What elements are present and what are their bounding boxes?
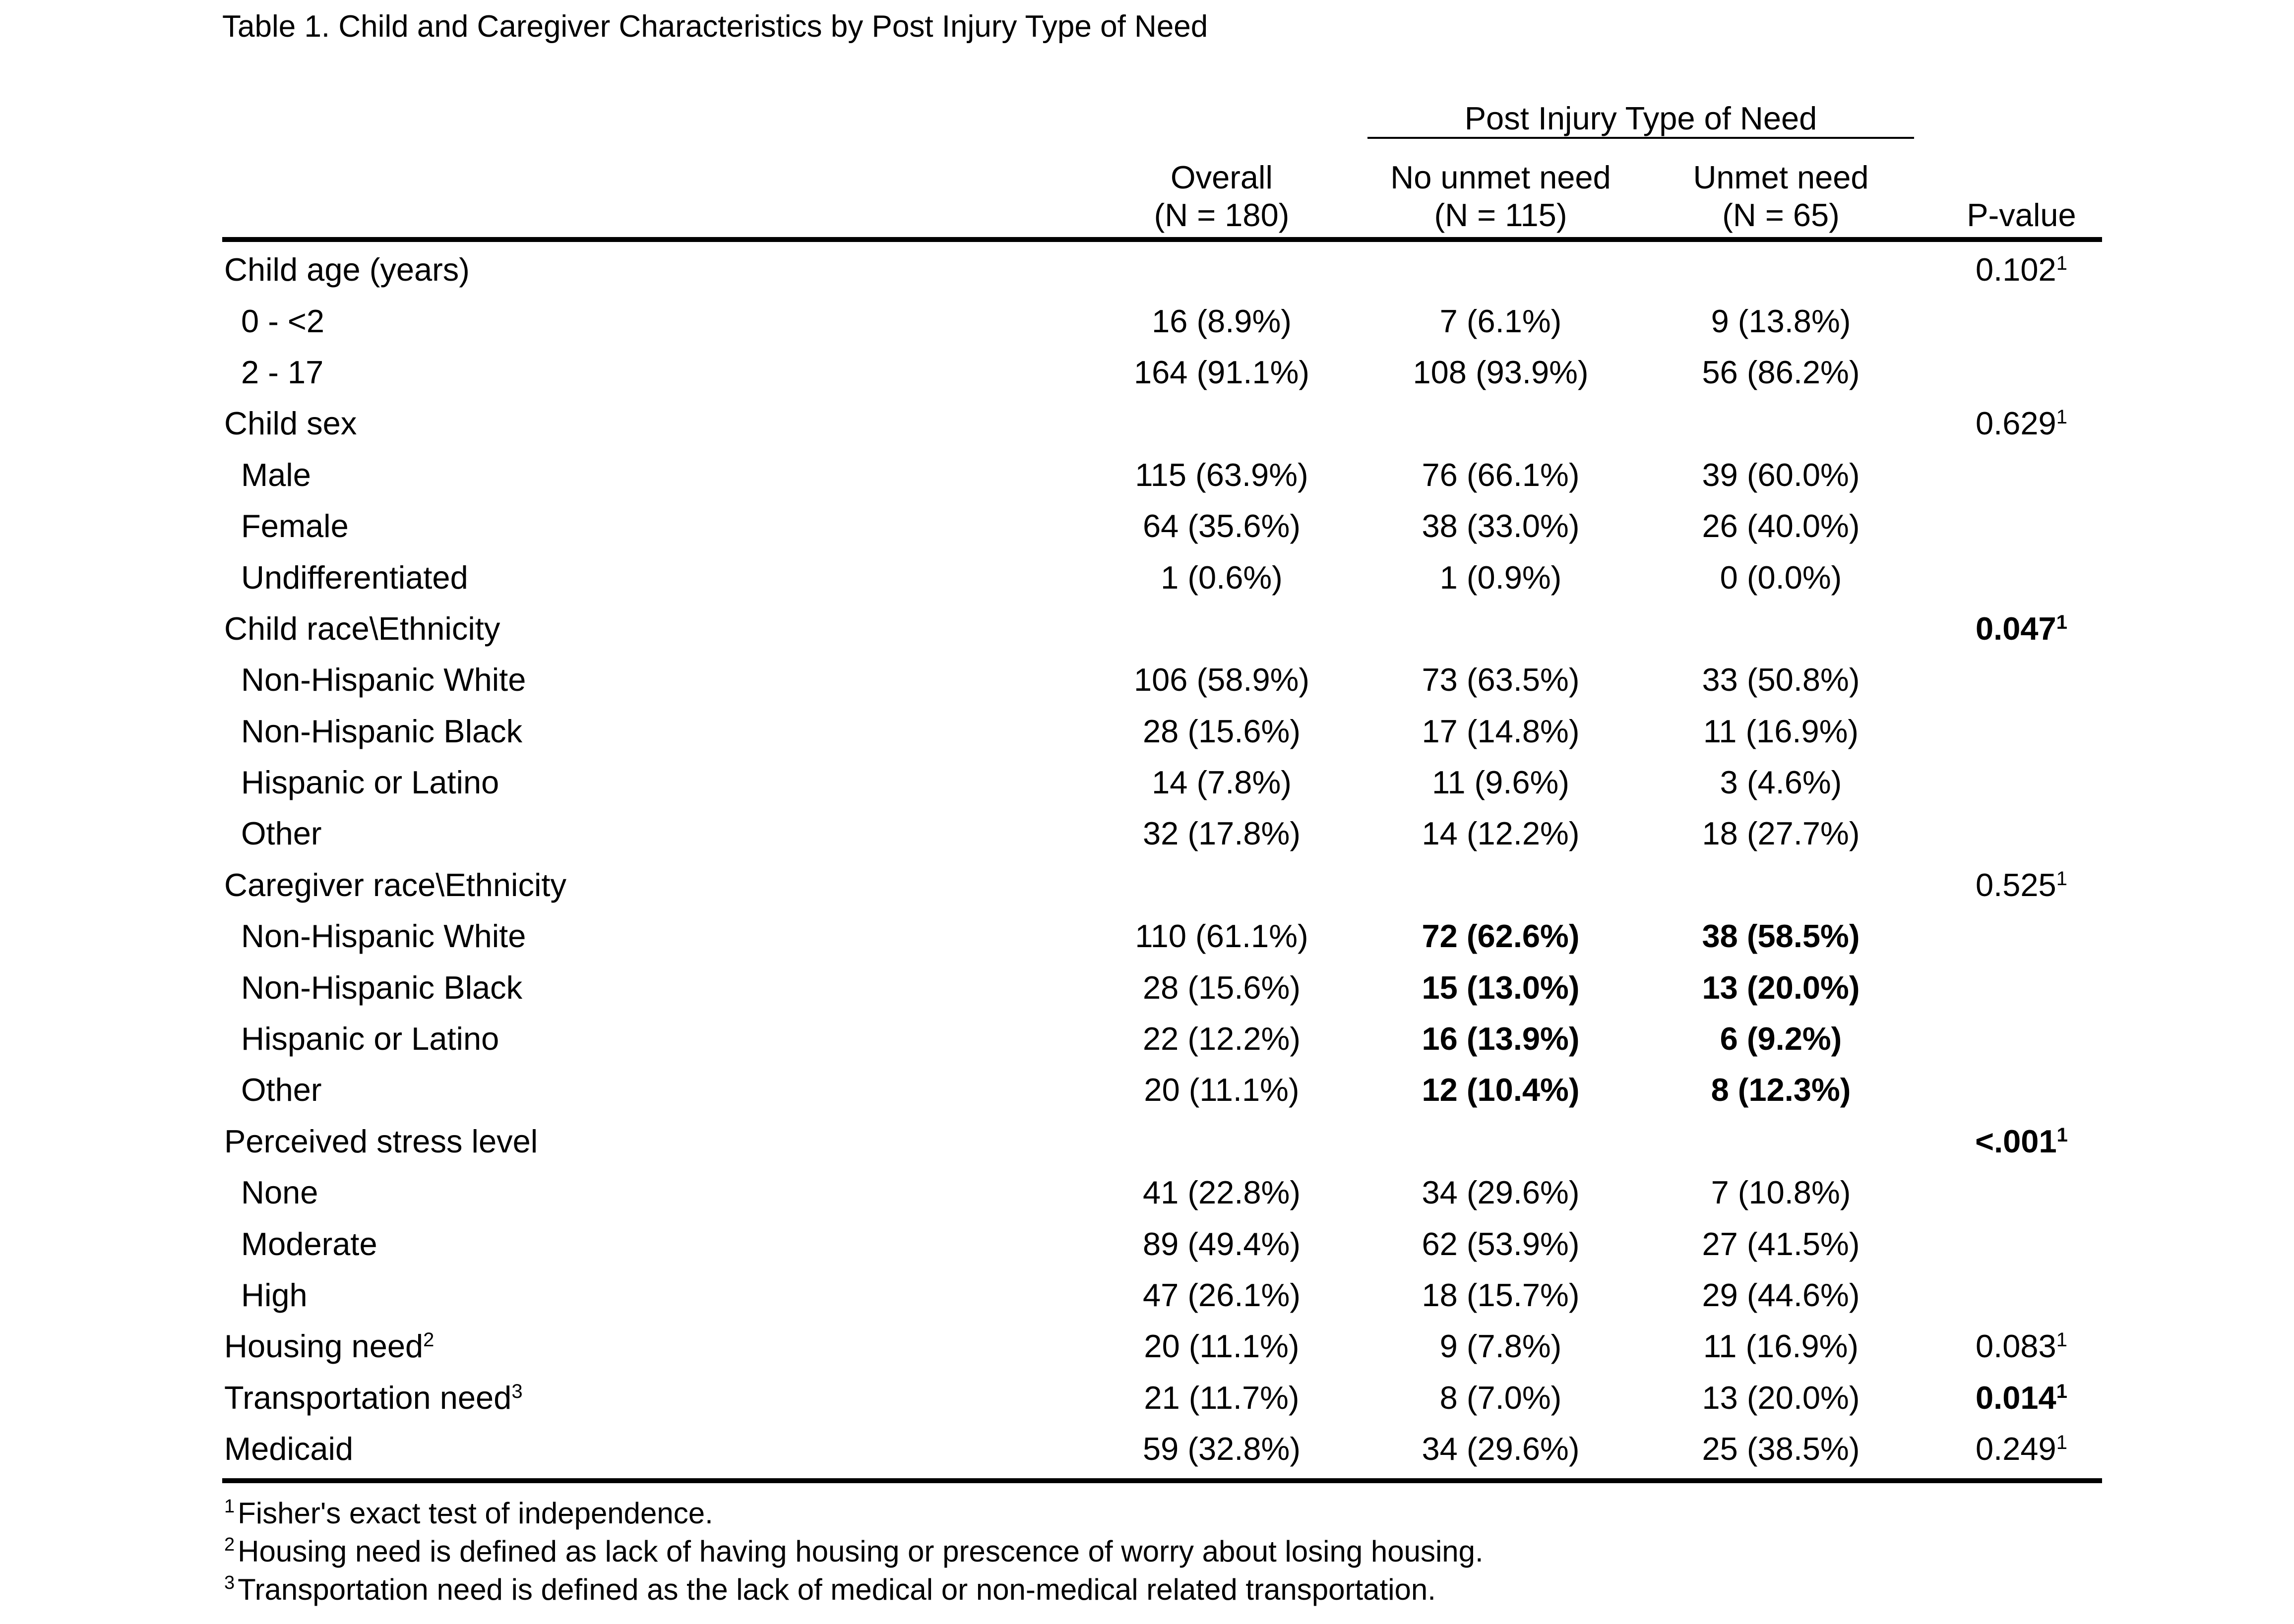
p-value-text: 0.629 — [1976, 405, 2056, 442]
footnotes — [222, 1494, 2102, 1609]
overall-cell — [1083, 808, 1361, 859]
cell-value: 12 (10.4%) — [1422, 1072, 1580, 1108]
row-label — [222, 347, 1083, 398]
no-unmet-cell — [1361, 910, 1641, 962]
p-value-text: 0.083 — [1976, 1328, 2056, 1365]
unmet-cell — [1641, 1372, 1921, 1423]
p-value-cell — [1921, 1423, 2102, 1481]
p-value-cell — [1921, 240, 2102, 295]
cell-value: 8 (7.0%) — [1439, 1379, 1562, 1416]
cell-value: 59 (32.8%) — [1143, 1431, 1301, 1467]
row-label-text: Non-Hispanic Black — [241, 969, 523, 1006]
cell-value: 18 (15.7%) — [1422, 1277, 1580, 1313]
table-row — [222, 295, 2102, 346]
unmet-cell — [1641, 603, 1921, 654]
cell-value: 15 (13.0%) — [1422, 969, 1580, 1006]
p-value-cell — [1921, 757, 2102, 808]
no-unmet-cell — [1361, 295, 1641, 346]
unmet-cell — [1641, 347, 1921, 398]
row-label — [222, 1167, 1083, 1218]
p-value-text: 0.047 — [1976, 610, 2056, 647]
p-value-cell — [1921, 1372, 2102, 1423]
table-row — [222, 859, 2102, 910]
unmet-cell — [1641, 1064, 1921, 1115]
cell-value: 7 (10.8%) — [1711, 1174, 1851, 1211]
column-header-row — [222, 137, 2102, 240]
p-value-cell — [1921, 398, 2102, 449]
footnote-ref: 1 — [2056, 1432, 2067, 1454]
cell-value: 11 (9.6%) — [1432, 764, 1569, 801]
footnote-ref: 1 — [2056, 252, 2067, 275]
p-value-cell — [1921, 859, 2102, 910]
p-value — [1976, 1380, 2067, 1416]
row-label — [222, 449, 1083, 500]
unmet-cell — [1641, 706, 1921, 757]
row-label-text: Hispanic or Latino — [241, 1021, 499, 1057]
table-row — [222, 500, 2102, 551]
no-unmet-cell — [1361, 1167, 1641, 1218]
overall-cell — [1083, 757, 1361, 808]
p-value — [1976, 1431, 2067, 1467]
footnote-ref: 1 — [2056, 1329, 2067, 1351]
table-row — [222, 654, 2102, 705]
row-label-text: Child sex — [224, 405, 357, 442]
cell-value: 11 (16.9%) — [1703, 713, 1859, 749]
table-row — [222, 1116, 2102, 1167]
group-header-rule — [1367, 137, 1914, 139]
cell-value: 106 (58.9%) — [1133, 662, 1310, 698]
overall-cell — [1083, 551, 1361, 602]
cell-value: 56 (86.2%) — [1702, 354, 1860, 390]
unmet-cell — [1641, 1321, 1921, 1372]
cell-value: 20 (11.1%) — [1144, 1328, 1300, 1365]
row-label — [222, 551, 1083, 602]
unmet-cell — [1641, 910, 1921, 962]
characteristics-table — [222, 94, 2102, 1483]
cell-value: 38 (33.0%) — [1422, 508, 1580, 544]
cell-value: 115 (63.9%) — [1135, 456, 1308, 493]
unmet-cell — [1641, 500, 1921, 551]
unmet-cell — [1641, 449, 1921, 500]
overall-cell — [1083, 1372, 1361, 1423]
cell-value: 9 (13.8%) — [1711, 302, 1851, 339]
footnote-ref: 2 — [423, 1329, 434, 1351]
p-value-cell — [1921, 295, 2102, 346]
row-label-text: Medicaid — [224, 1431, 354, 1467]
cell-value: 29 (44.6%) — [1702, 1277, 1860, 1313]
unmet-label: Unmet need — [1693, 159, 1869, 195]
row-label-text: Caregiver race\Ethnicity — [224, 866, 566, 903]
footnote-ref: 1 — [2056, 611, 2067, 633]
row-label — [222, 910, 1083, 962]
no-unmet-cell — [1361, 1218, 1641, 1269]
row-label — [222, 1064, 1083, 1115]
table-row — [222, 1321, 2102, 1372]
unmet-cell — [1641, 962, 1921, 1013]
table-row — [222, 962, 2102, 1013]
no-unmet-cell — [1361, 1423, 1641, 1481]
p-value-cell — [1921, 706, 2102, 757]
cell-value: 110 (61.1%) — [1135, 918, 1308, 955]
footnote-ref: 1 — [2056, 867, 2067, 890]
overall-cell — [1083, 1269, 1361, 1321]
table-row — [222, 706, 2102, 757]
cell-value: 32 (17.8%) — [1143, 815, 1301, 852]
cell-value: 76 (66.1%) — [1422, 456, 1580, 493]
row-label — [222, 962, 1083, 1013]
no-unmet-cell — [1361, 398, 1641, 449]
row-label-text: Housing need — [224, 1328, 424, 1365]
table-row — [222, 1372, 2102, 1423]
no-unmet-cell — [1361, 859, 1641, 910]
overall-cell — [1083, 1321, 1361, 1372]
no-unmet-cell — [1361, 1372, 1641, 1423]
row-label — [222, 706, 1083, 757]
table-row — [222, 1013, 2102, 1064]
p-value-cell — [1921, 551, 2102, 602]
no-unmet-cell — [1361, 1321, 1641, 1372]
row-label — [222, 1013, 1083, 1064]
row-label-text: Transportation need — [224, 1379, 512, 1416]
footnote-ref: 1 — [2056, 406, 2067, 428]
cell-value: 33 (50.8%) — [1702, 662, 1860, 698]
p-value-label: P-value — [1967, 197, 2076, 233]
footnote-text: Housing need is defined as lack of having housing or prescence of worry about losing housing. — [238, 1535, 1484, 1568]
no-unmet-cell — [1361, 551, 1641, 602]
cell-value: 22 (12.2%) — [1143, 1021, 1301, 1057]
group-header-row — [222, 94, 2102, 137]
p-value — [1976, 1328, 2067, 1364]
cell-value: 26 (40.0%) — [1702, 508, 1860, 544]
overall-cell — [1083, 1064, 1361, 1115]
unmet-column-header — [1641, 137, 1921, 240]
p-value-text: 0.249 — [1976, 1431, 2056, 1467]
row-label — [222, 1372, 1083, 1423]
cell-value: 25 (38.5%) — [1702, 1431, 1860, 1467]
row-label — [222, 240, 1083, 295]
cell-value: 28 (15.6%) — [1143, 713, 1301, 749]
footnote — [224, 1570, 2102, 1609]
cell-value: 20 (11.1%) — [1144, 1072, 1300, 1108]
footnote-ref: 1 — [2056, 1124, 2068, 1146]
table-row — [222, 1064, 2102, 1115]
p-value-cell — [1921, 449, 2102, 500]
table-row — [222, 240, 2102, 295]
row-label-text: Non-Hispanic White — [241, 662, 526, 698]
table-row — [222, 910, 2102, 962]
cell-value: 6 (9.2%) — [1720, 1021, 1842, 1057]
table-row — [222, 757, 2102, 808]
cell-value: 38 (58.5%) — [1702, 918, 1860, 955]
p-value-cell — [1921, 910, 2102, 962]
cell-value: 27 (41.5%) — [1702, 1225, 1860, 1262]
row-label-text: 0 - <2 — [241, 302, 325, 339]
footnote — [224, 1532, 2102, 1570]
no-unmet-cell — [1361, 757, 1641, 808]
cell-value: 47 (26.1%) — [1143, 1277, 1301, 1313]
row-label-text: Other — [241, 1072, 322, 1108]
unmet-cell — [1641, 551, 1921, 602]
p-value-cell — [1921, 603, 2102, 654]
p-value-cell — [1921, 1064, 2102, 1115]
overall-n: (N = 180) — [1154, 197, 1290, 233]
cell-value: 9 (7.8%) — [1439, 1328, 1562, 1365]
unmet-cell — [1641, 398, 1921, 449]
no-unmet-cell — [1361, 603, 1641, 654]
group-header-cell — [1361, 94, 1921, 137]
p-value-text: 0.102 — [1976, 251, 2056, 288]
cell-value: 14 (7.8%) — [1152, 764, 1292, 801]
cell-value: 14 (12.2%) — [1422, 815, 1580, 852]
unmet-cell — [1641, 295, 1921, 346]
table-row — [222, 1269, 2102, 1321]
cell-value: 18 (27.7%) — [1702, 815, 1860, 852]
cell-value: 3 (4.6%) — [1720, 764, 1842, 801]
p-value — [1976, 867, 2067, 903]
footnote-ref: 3 — [511, 1380, 523, 1402]
cell-value: 73 (63.5%) — [1422, 662, 1580, 698]
footnote-text: Fisher's exact test of independence. — [238, 1497, 713, 1530]
row-label — [222, 1116, 1083, 1167]
overall-label: Overall — [1171, 159, 1273, 195]
p-value-cell — [1921, 654, 2102, 705]
table-row — [222, 398, 2102, 449]
row-label — [222, 500, 1083, 551]
unmet-cell — [1641, 240, 1921, 295]
row-label-text: Female — [241, 508, 349, 544]
row-label-text: Other — [241, 815, 322, 852]
overall-cell — [1083, 1167, 1361, 1218]
table-page — [222, 7, 2102, 1609]
table-row — [222, 603, 2102, 654]
p-value — [1975, 1123, 2068, 1159]
cell-value: 108 (93.9%) — [1413, 354, 1589, 390]
overall-cell — [1083, 500, 1361, 551]
table-row — [222, 1167, 2102, 1218]
unmet-cell — [1641, 757, 1921, 808]
no-unmet-cell — [1361, 1064, 1641, 1115]
label-column-header — [222, 137, 1083, 240]
unmet-cell — [1641, 1269, 1921, 1321]
cell-value: 13 (20.0%) — [1702, 1379, 1860, 1416]
row-label — [222, 1269, 1083, 1321]
footnote — [224, 1494, 2102, 1532]
no-unmet-cell — [1361, 449, 1641, 500]
p-value-text: 0.014 — [1976, 1379, 2056, 1416]
overall-cell — [1083, 398, 1361, 449]
p-value-cell — [1921, 1218, 2102, 1269]
row-label-text: Male — [241, 456, 311, 493]
cell-value: 0 (0.0%) — [1720, 559, 1842, 596]
unmet-cell — [1641, 654, 1921, 705]
group-header-label: Post Injury Type of Need — [1464, 100, 1817, 136]
p-value-cell — [1921, 808, 2102, 859]
row-label — [222, 295, 1083, 346]
overall-cell — [1083, 654, 1361, 705]
cell-value: 64 (35.6%) — [1143, 508, 1301, 544]
overall-cell — [1083, 347, 1361, 398]
overall-cell — [1083, 240, 1361, 295]
no-unmet-column-header — [1361, 137, 1641, 240]
cell-value: 164 (91.1%) — [1133, 354, 1310, 390]
overall-cell — [1083, 859, 1361, 910]
cell-value: 34 (29.6%) — [1422, 1431, 1580, 1467]
p-value-text: 0.525 — [1976, 866, 2056, 903]
no-unmet-cell — [1361, 500, 1641, 551]
cell-value: 8 (12.3%) — [1711, 1072, 1851, 1108]
row-label-text: Child age (years) — [224, 251, 470, 288]
p-value-cell — [1921, 500, 2102, 551]
cell-value: 41 (22.8%) — [1143, 1174, 1301, 1211]
row-label-text: Undifferentiated — [241, 559, 468, 596]
cell-value: 89 (49.4%) — [1143, 1225, 1301, 1262]
row-label-text: Perceived stress level — [224, 1123, 538, 1159]
table-row — [222, 449, 2102, 500]
no-unmet-cell — [1361, 808, 1641, 859]
no-unmet-cell — [1361, 347, 1641, 398]
row-label — [222, 654, 1083, 705]
overall-cell — [1083, 1218, 1361, 1269]
cell-value: 21 (11.7%) — [1144, 1379, 1300, 1416]
cell-value: 11 (16.9%) — [1703, 1328, 1859, 1365]
p-value-column-header — [1921, 137, 2102, 240]
row-label-text: 2 - 17 — [241, 354, 324, 390]
overall-cell — [1083, 295, 1361, 346]
table-title: Table 1. Child and Caregiver Characteristics by Post Injury Type of Need — [222, 9, 1208, 44]
footnote-mark: 2 — [224, 1534, 235, 1556]
cell-value: 7 (6.1%) — [1439, 302, 1562, 339]
unmet-cell — [1641, 1116, 1921, 1167]
row-label — [222, 398, 1083, 449]
overall-column-header — [1083, 137, 1361, 240]
overall-cell — [1083, 449, 1361, 500]
unmet-cell — [1641, 1013, 1921, 1064]
row-label-text: High — [241, 1277, 308, 1313]
unmet-cell — [1641, 1167, 1921, 1218]
row-label — [222, 1423, 1083, 1481]
overall-cell — [1083, 706, 1361, 757]
overall-cell — [1083, 962, 1361, 1013]
row-label — [222, 603, 1083, 654]
no-unmet-n: (N = 115) — [1434, 197, 1567, 233]
no-unmet-cell — [1361, 240, 1641, 295]
table-row — [222, 1423, 2102, 1481]
cell-value: 1 (0.9%) — [1439, 559, 1562, 596]
p-value-cell — [1921, 1116, 2102, 1167]
no-unmet-cell — [1361, 706, 1641, 757]
p-value — [1976, 405, 2067, 441]
p-value-cell — [1921, 1167, 2102, 1218]
no-unmet-cell — [1361, 962, 1641, 1013]
row-label-text: Non-Hispanic White — [241, 918, 526, 955]
p-value — [1976, 610, 2067, 647]
table-row — [222, 1218, 2102, 1269]
overall-cell — [1083, 1423, 1361, 1481]
row-label-text: Child race\Ethnicity — [224, 610, 500, 647]
no-unmet-cell — [1361, 1013, 1641, 1064]
overall-cell — [1083, 1013, 1361, 1064]
cell-value: 1 (0.6%) — [1161, 559, 1283, 596]
overall-cell — [1083, 910, 1361, 962]
cell-value: 34 (29.6%) — [1422, 1174, 1580, 1211]
unmet-cell — [1641, 859, 1921, 910]
row-label-text: Non-Hispanic Black — [241, 713, 523, 749]
row-label — [222, 757, 1083, 808]
no-unmet-cell — [1361, 1269, 1641, 1321]
p-value-cell — [1921, 1269, 2102, 1321]
cell-value: 16 (8.9%) — [1152, 302, 1292, 339]
table-body — [222, 240, 2102, 1481]
p-value-cell — [1921, 1321, 2102, 1372]
p-value-cell — [1921, 1013, 2102, 1064]
cell-value: 16 (13.9%) — [1422, 1021, 1580, 1057]
row-label — [222, 1321, 1083, 1372]
overall-cell — [1083, 603, 1361, 654]
unmet-cell — [1641, 808, 1921, 859]
p-value-cell — [1921, 347, 2102, 398]
row-label — [222, 1218, 1083, 1269]
table-row — [222, 347, 2102, 398]
footnote-ref: 1 — [2056, 1380, 2067, 1402]
cell-value: 62 (53.9%) — [1422, 1225, 1580, 1262]
no-unmet-label: No unmet need — [1390, 159, 1611, 195]
footnote-mark: 1 — [224, 1496, 235, 1517]
cell-value: 39 (60.0%) — [1702, 456, 1860, 493]
footnote-mark: 3 — [224, 1572, 235, 1594]
footnote-text: Transportation need is defined as the lack of medical or non-medical related transportation. — [238, 1573, 1436, 1607]
cell-value: 13 (20.0%) — [1702, 969, 1860, 1006]
overall-cell — [1083, 1116, 1361, 1167]
row-label-text: None — [241, 1174, 318, 1211]
p-value-text: <.001 — [1975, 1123, 2057, 1159]
row-label-text: Hispanic or Latino — [241, 764, 499, 801]
table-row — [222, 808, 2102, 859]
row-label — [222, 859, 1083, 910]
table-row — [222, 551, 2102, 602]
cell-value: 17 (14.8%) — [1422, 713, 1580, 749]
no-unmet-cell — [1361, 1116, 1641, 1167]
unmet-cell — [1641, 1423, 1921, 1481]
no-unmet-cell — [1361, 654, 1641, 705]
row-label — [222, 808, 1083, 859]
p-value-cell — [1921, 962, 2102, 1013]
unmet-n: (N = 65) — [1722, 197, 1840, 233]
cell-value: 28 (15.6%) — [1143, 969, 1301, 1006]
p-value — [1976, 251, 2067, 288]
cell-value: 72 (62.6%) — [1422, 918, 1580, 955]
unmet-cell — [1641, 1218, 1921, 1269]
row-label-text: Moderate — [241, 1225, 377, 1262]
